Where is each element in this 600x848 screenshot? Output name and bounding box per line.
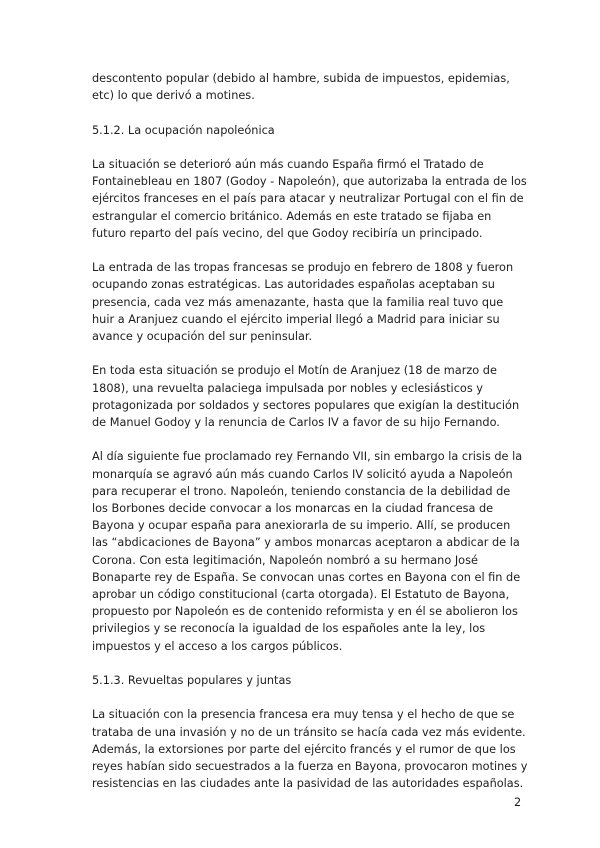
paragraph-continuation: descontento popular (debido al hambre, subida de impuestos, epidemias, etc) lo que derivó a motines. bbox=[92, 72, 510, 103]
paragraph-revueltas: La situación con la presencia francesa era muy tensa y el hecho de que se trataba de una invasión y no de un tránsito se hacía cada vez más evidente. Además, la extorsiones por parte del ejército francés y el rumor de que los reyes habían sido secuestrados a la fuerza en Bayona, provocaron motines y resistencias en las ciudades ante la pasividad de las autoridades españolas. bbox=[92, 708, 528, 791]
paragraph-entrada-tropas: La entrada de las tropas francesas se produjo en febrero de 1808 y fueron ocupando zonas estratégicas. Las autoridades españolas aceptaban su presencia, cada vez más amenazante, hasta que la familia real tuvo que huir a Aranjuez cuando el ejército imperial llegó a Madrid para iniciar su avance y ocupación del sur peninsular. bbox=[92, 261, 514, 343]
section-heading-revueltas: 5.1.3. Revueltas populares y juntas bbox=[92, 674, 292, 688]
section-heading-ocupacion: 5.1.2. La ocupación napoleónica bbox=[92, 123, 275, 137]
paragraph-fontainebleau: La situación se deterioró aún más cuando España firmó el Tratado de Fontainebleau en 1807 (Godoy - Napoleón), que autorizaba la entrada de los ejércitos franceses en el país para atacar y neutralizar Portugal con el fin de estrangular el comercio británico. Además en este tratado se fijaba en futuro reparto del país vecino, del que Godoy recibiría un principado. bbox=[92, 157, 527, 240]
paragraph-bayona: Al día siguiente fue proclamado rey Fernando VII, sin embargo la crisis de la monarquía se agravó aún más cuando Carlos IV solicitó ayuda a Napoleón para recuperar el trono. Napoleón, teniendo constancia de la debilidad de los Borbones decide convocar a los monarcas en la ciudad francesa de Bayona y ocupar españa para anexiorarla de su imperio. Allí, se producen las “abdicaciones de Bayona” y ambos monarcas aceptaron a abdicar de la Corona. Con esta legitimación, Napoleón nombró a su hermano José Bonaparte rey de España. Se convocan unas cortes en Bayona con el fin de aprobar un código constitucional (carta otorgada). El Estatuto de Bayona, propuesto por Napoleón es de contenido reformista y en él se abolieron los privilegios y se reconocía la igualdad de los españoles ante la ley, los impuestos y el acceso a los cargos públicos. bbox=[92, 450, 523, 653]
paragraph-motin-aranjuez: En toda esta situación se produjo el Motín de Aranjuez (18 de marzo de 1808), una revuelta palaciega impulsada por nobles y eclesiásticos y protagonizada por soldados y sectores populares que exigían la destitución de Manuel Godoy y la renuncia de Carlos IV a favor de su hijo Fernando. bbox=[92, 364, 520, 429]
page-number: 2 bbox=[514, 796, 522, 809]
document-body bbox=[92, 70, 528, 810]
